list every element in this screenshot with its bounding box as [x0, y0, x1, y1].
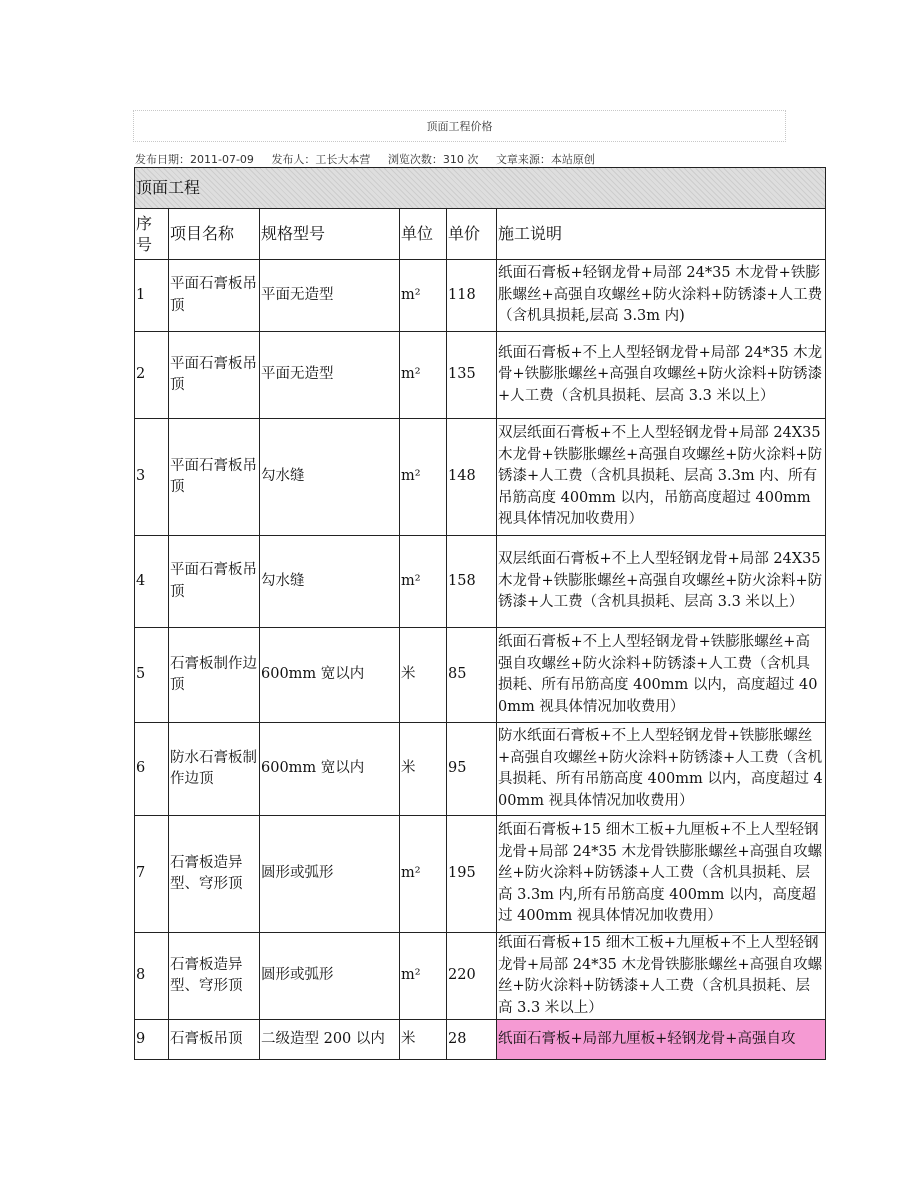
item-name: 石膏板吊顶: [169, 1020, 260, 1060]
table-row: [135, 332, 826, 419]
row-number: 2: [135, 332, 169, 419]
item-price: 158: [447, 536, 497, 628]
item-unit: m²: [400, 536, 447, 628]
row-number: 3: [135, 419, 169, 536]
item-name: 平面石膏板吊顶: [169, 419, 260, 536]
table-row: [135, 628, 826, 723]
row-number: 5: [135, 628, 169, 723]
header-row: [135, 209, 826, 260]
article-title: 顶面工程价格: [133, 110, 786, 142]
item-name: 石膏板造异型、穹形顶: [169, 816, 260, 933]
item-spec: 圆形或弧形: [260, 816, 400, 933]
header-name: 项目名称: [169, 209, 260, 260]
header-spec: 规格型号: [260, 209, 400, 260]
item-description: 纸面石膏板+不上人型轻钢龙骨+铁膨胀螺丝+高强自攻螺丝+防火涂料+防锈漆+人工费（含机具损耗、所有吊筋高度 400mm 以内，高度超过 400mm 视具体情况加收费用）: [497, 628, 826, 723]
row-number: 8: [135, 933, 169, 1020]
item-description: 防水纸面石膏板+不上人型轻钢龙骨+铁膨胀螺丝+高强自攻螺丝+防火涂料+防锈漆+人工费（含机具损耗、所有吊筋高度 400mm 以内，高度超过 400mm 视具体情况加收费用）: [497, 723, 826, 816]
header-desc: 施工说明: [497, 209, 826, 260]
item-unit: 米: [400, 628, 447, 723]
row-number: 4: [135, 536, 169, 628]
item-unit: 米: [400, 723, 447, 816]
item-unit: m²: [400, 933, 447, 1020]
item-description: 纸面石膏板+15 细木工板+九厘板+不上人型轻钢龙骨+局部 24*35 木龙骨铁膨胀螺丝+高强自攻螺丝+防火涂料+防锈漆+人工费（含机具损耗、层高 3.3 米以上）: [497, 933, 826, 1020]
item-name: 防水石膏板制作边顶: [169, 723, 260, 816]
item-unit: 米: [400, 1020, 447, 1060]
item-price: 135: [447, 332, 497, 419]
item-description: 双层纸面石膏板+不上人型轻钢龙骨+局部 24X35 木龙骨+铁膨胀螺丝+高强自攻螺丝+防火涂料+防锈漆+人工费（含机具损耗、层高 3.3m 内、所有吊筋高度 400mm 以内，吊筋高度超过 400mm 视具体情况加收费用）: [497, 419, 826, 536]
article-meta: [135, 151, 825, 167]
table-row: [135, 816, 826, 933]
item-unit: m²: [400, 419, 447, 536]
item-price: 95: [447, 723, 497, 816]
item-spec: 平面无造型: [260, 260, 400, 332]
item-name: 平面石膏板吊顶: [169, 536, 260, 628]
publisher: 发布人：工长大本营: [271, 153, 371, 166]
item-spec: 平面无造型: [260, 332, 400, 419]
item-unit: m²: [400, 260, 447, 332]
item-price: 28: [447, 1020, 497, 1060]
item-price: 195: [447, 816, 497, 933]
item-description: 双层纸面石膏板+不上人型轻钢龙骨+局部 24X35 木龙骨+铁膨胀螺丝+高强自攻螺丝+防火涂料+防锈漆+人工费（含机具损耗、层高 3.3 米以上）: [497, 536, 826, 628]
item-unit: m²: [400, 816, 447, 933]
item-spec: 二级造型 200 以内: [260, 1020, 400, 1060]
item-spec: 勾水缝: [260, 419, 400, 536]
item-description: 纸面石膏板+15 细木工板+九厘板+不上人型轻钢龙骨+局部 24*35 木龙骨铁膨胀螺丝+高强自攻螺丝+防火涂料+防锈漆+人工费（含机具损耗、层高 3.3m 内,所有吊筋高度 400mm 以内，高度超过 400mm 视具体情况加收费用）: [497, 816, 826, 933]
table-row: [135, 419, 826, 536]
item-name: 平面石膏板吊顶: [169, 332, 260, 419]
item-name: 石膏板造异型、穹形顶: [169, 933, 260, 1020]
item-price: 220: [447, 933, 497, 1020]
item-description: 纸面石膏板+轻钢龙骨+局部 24*35 木龙骨+铁膨胀螺丝+高强自攻螺丝+防火涂料+防锈漆+人工费（含机具损耗,层高 3.3m 内): [497, 260, 826, 332]
item-spec: 600mm 宽以内: [260, 723, 400, 816]
item-spec: 600mm 宽以内: [260, 628, 400, 723]
price-table: [134, 167, 826, 1060]
header-unit: 单位: [400, 209, 447, 260]
publish-date: 发布日期：2011-07-09: [135, 153, 254, 166]
section-row: [135, 168, 826, 209]
item-name: 平面石膏板吊顶: [169, 260, 260, 332]
item-spec: 圆形或弧形: [260, 933, 400, 1020]
view-count: 浏览次数：310 次: [387, 153, 479, 166]
article-source: 文章来源：本站原创: [495, 153, 595, 166]
item-description: 纸面石膏板+局部九厘板+轻钢龙骨+高强自攻: [497, 1020, 826, 1060]
row-number: 1: [135, 260, 169, 332]
item-price: 148: [447, 419, 497, 536]
item-spec: 勾水缝: [260, 536, 400, 628]
table-row: [135, 933, 826, 1020]
row-number: 7: [135, 816, 169, 933]
table-row: [135, 536, 826, 628]
table-row: [135, 723, 826, 816]
table-row: [135, 1020, 826, 1060]
row-number: 9: [135, 1020, 169, 1060]
item-description: 纸面石膏板+不上人型轻钢龙骨+局部 24*35 木龙骨+铁膨胀螺丝+高强自攻螺丝+防火涂料+防锈漆+人工费（含机具损耗、层高 3.3 米以上）: [497, 332, 826, 419]
item-name: 石膏板制作边顶: [169, 628, 260, 723]
item-price: 85: [447, 628, 497, 723]
item-unit: m²: [400, 332, 447, 419]
row-number: 6: [135, 723, 169, 816]
table-row: [135, 260, 826, 332]
header-price: 单价: [447, 209, 497, 260]
section-title: 顶面工程: [135, 168, 826, 209]
header-no: 序号: [135, 209, 169, 260]
item-price: 118: [447, 260, 497, 332]
